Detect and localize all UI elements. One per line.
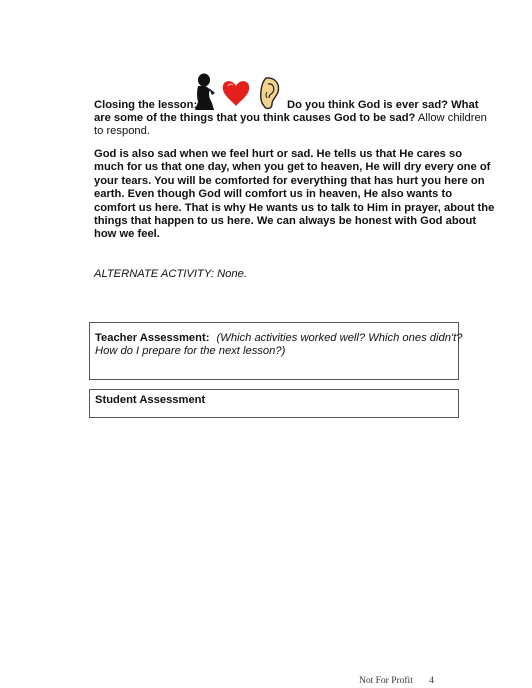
heart-icon (223, 81, 249, 106)
body-line: things that happen to us here. We can always be honest with God about (94, 215, 477, 228)
teacher-assessment-text (95, 332, 463, 359)
body-line: God is also sad when we feel hurt or sad. He tells us that He cares so (94, 148, 463, 160)
page-number: 4 (429, 676, 434, 686)
footer-text: Not For Profit (359, 676, 413, 686)
closing-icons (192, 72, 284, 112)
closing-instruction: Allow children (415, 112, 487, 124)
teacher-assessment-prompt-1: (Which activities worked well? Which ones didn't? (216, 332, 463, 344)
praying-child-icon (195, 74, 215, 111)
footer (359, 676, 479, 686)
student-assessment-box[interactable] (89, 389, 459, 418)
body-paragraph (94, 148, 494, 242)
body-line: comfort us here. That is why He wants us to talk to Him in prayer, about the (94, 201, 495, 214)
alternate-activity: ALTERNATE ACTIVITY: None. (94, 268, 247, 280)
closing-instruction-line-3: to respond. (94, 125, 150, 137)
body-line: how we feel. (94, 228, 160, 241)
teacher-assessment-prompt-2: How do I prepare for the next lesson?) (95, 345, 286, 358)
closing-question-2: are some of the things that you think causes God to be sad? (94, 112, 416, 124)
closing-question-1: Do you think God is ever sad? What (287, 99, 479, 111)
body-line: much for us that one day, when you get to heaven, He will dry every one of (94, 161, 491, 174)
teacher-assessment-label: Teacher Assessment: (95, 332, 210, 344)
body-line: your tears. You will be comforted for everything that has hurt you here on (94, 174, 485, 187)
body-line: earth. Even though God will comfort us in heaven, He also wants to (94, 188, 453, 201)
ear-icon (261, 78, 279, 109)
student-assessment-label: Student Assessment (95, 394, 206, 406)
closing-label: Closing the lesson: (94, 99, 198, 111)
closing-line-2 (94, 112, 494, 125)
teacher-assessment-box[interactable] (89, 322, 463, 380)
